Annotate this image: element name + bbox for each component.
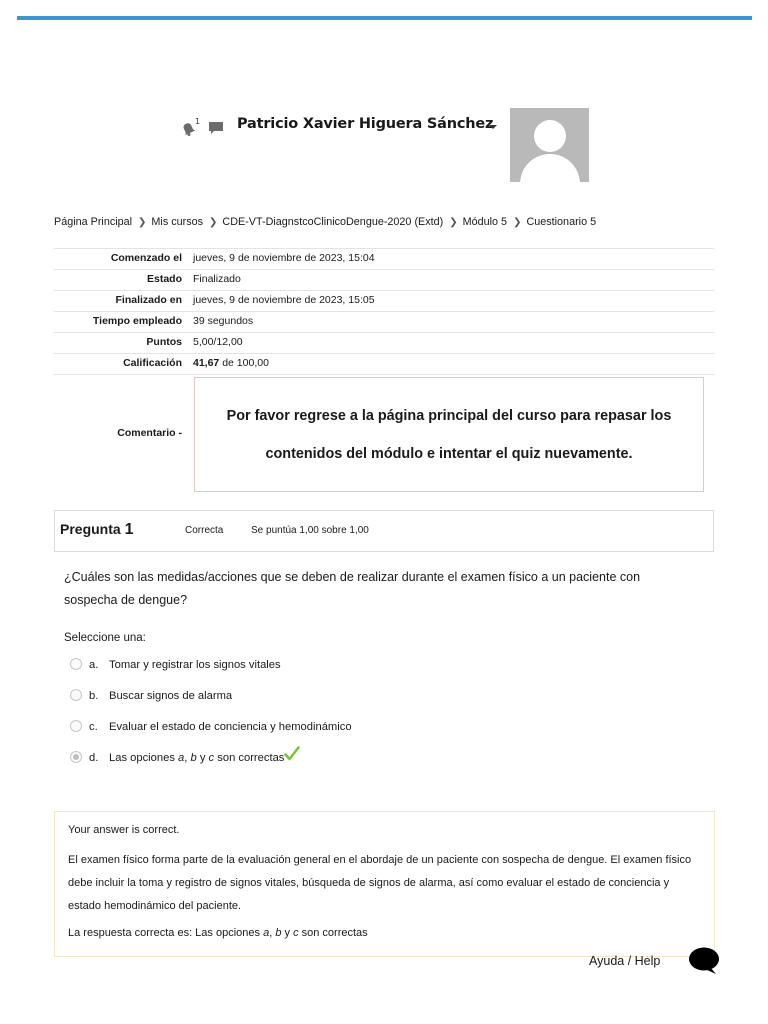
question-number: 1	[124, 521, 134, 538]
right-answer-italic: c	[293, 927, 299, 939]
avatar-body-shape	[520, 154, 580, 182]
option-text-italic: a	[178, 752, 185, 764]
option-text-italic: b	[190, 752, 197, 764]
radio-b[interactable]	[70, 689, 82, 701]
option-text	[109, 752, 284, 764]
option-text: Buscar signos de alarma	[109, 690, 233, 702]
right-answer-italic: b	[275, 927, 282, 939]
chevron-right-icon: ❯	[138, 217, 147, 228]
feedback-right-answer	[68, 927, 368, 939]
summary-label: Calificación	[123, 357, 182, 369]
messages-icon[interactable]	[208, 121, 224, 136]
right-answer-part: ,	[269, 927, 276, 939]
comment-box	[194, 377, 704, 492]
answer-prompt: Seleccione una:	[64, 632, 146, 644]
chevron-down-icon[interactable]	[489, 125, 497, 129]
summary-value	[193, 357, 269, 369]
grade-total: de 100,00	[219, 357, 269, 369]
summary-label: Finalizado en	[115, 294, 182, 306]
question-title-word: Pregunta	[60, 521, 121, 537]
option-text: Tomar y registrar los signos vitales	[109, 659, 281, 671]
avatar[interactable]	[510, 108, 589, 182]
summary-value: jueves, 9 de noviembre de 2023, 15:05	[193, 294, 375, 306]
breadcrumb-course[interactable]: CDE-VT-DiagnstcoClinicoDengue-2020 (Extd)	[222, 216, 444, 228]
grade-score: 41,67	[193, 357, 220, 369]
chevron-right-icon: ❯	[209, 217, 218, 228]
help-label[interactable]: Ayuda / Help	[589, 954, 661, 968]
radio-c[interactable]	[70, 720, 82, 732]
option-text-part: y	[196, 752, 209, 764]
summary-row-started	[54, 248, 714, 269]
option-text-part: Las opciones	[109, 752, 179, 764]
breadcrumb-home[interactable]: Página Principal	[54, 216, 133, 228]
question-grade: Se puntúa 1,00 sobre 1,00	[251, 525, 369, 536]
question-title	[60, 521, 133, 539]
breadcrumb-module[interactable]: Módulo 5	[462, 216, 508, 228]
comment-text: Por favor regrese a la página principal del curso para repasar los contenidos del módulo e intentar el quiz nuevamente.	[226, 408, 672, 462]
radio-a[interactable]	[70, 658, 82, 670]
chevron-right-icon: ❯	[513, 217, 522, 228]
summary-value: jueves, 9 de noviembre de 2023, 15:04	[193, 252, 375, 264]
avatar-head-shape	[534, 120, 566, 152]
summary-label: Tiempo empleado	[92, 315, 182, 327]
chat-bubble-icon[interactable]	[688, 946, 720, 976]
right-answer-part: y	[281, 927, 294, 939]
option-text-part: ,	[184, 752, 191, 764]
user-name[interactable]: Patricio Xavier Higuera Sánchez	[237, 116, 494, 132]
summary-label: Comentario -	[117, 427, 182, 439]
attempt-summary-table	[54, 248, 714, 495]
summary-row-state	[54, 269, 714, 290]
notification-count: 1	[195, 117, 201, 126]
option-text-italic: c	[208, 752, 215, 764]
summary-value: 39 segundos	[193, 315, 254, 327]
option-text: Evaluar el estado de conciencia y hemodinámico	[109, 721, 352, 733]
chevron-right-icon: ❯	[449, 217, 458, 228]
summary-value: Finalizado	[193, 273, 241, 285]
option-letter: b.	[89, 690, 99, 702]
option-letter: d.	[89, 752, 99, 764]
question-text: ¿Cuáles son las medidas/acciones que se deben de realizar durante el examen físico a un paciente con sospecha de dengue?	[64, 570, 641, 607]
option-letter: c.	[89, 721, 98, 733]
summary-value: 5,00/12,00	[193, 336, 243, 348]
top-accent-bar	[17, 16, 752, 20]
summary-row-comment	[54, 374, 714, 495]
feedback-status: Your answer is correct.	[68, 824, 180, 836]
summary-row-grade	[54, 353, 714, 374]
summary-label: Puntos	[146, 336, 182, 348]
summary-label: Comenzado el	[110, 252, 182, 264]
user-menu	[180, 108, 600, 182]
breadcrumb-quiz[interactable]: Cuestionario 5	[526, 216, 597, 228]
summary-row-finished	[54, 290, 714, 311]
question-state: Correcta	[185, 525, 224, 536]
right-answer-part: son correctas	[298, 927, 368, 939]
feedback-explanation: El examen físico forma parte de la evaluación general en el abordaje de un paciente con sospecha de dengue. El examen físico debe incluir la toma y registro de signos vitales, búsqueda de signos de alarma, así como evaluar el estado de conciencia y estado hemodinámico del paciente.	[68, 854, 692, 912]
right-answer-part: La respuesta correcta es: Las opciones	[68, 927, 264, 939]
summary-row-time	[54, 311, 714, 332]
correct-check-icon	[284, 746, 300, 762]
breadcrumb-my-courses[interactable]: Mis cursos	[151, 216, 204, 228]
feedback-box	[54, 811, 715, 957]
breadcrumb	[54, 216, 596, 228]
question-info-header	[54, 510, 714, 552]
summary-row-points	[54, 332, 714, 353]
summary-label: Estado	[146, 273, 182, 285]
right-answer-italic: a	[263, 927, 270, 939]
radio-d-selected[interactable]	[70, 751, 82, 763]
option-letter: a.	[89, 659, 99, 671]
option-text-part: son correctas	[214, 752, 285, 764]
